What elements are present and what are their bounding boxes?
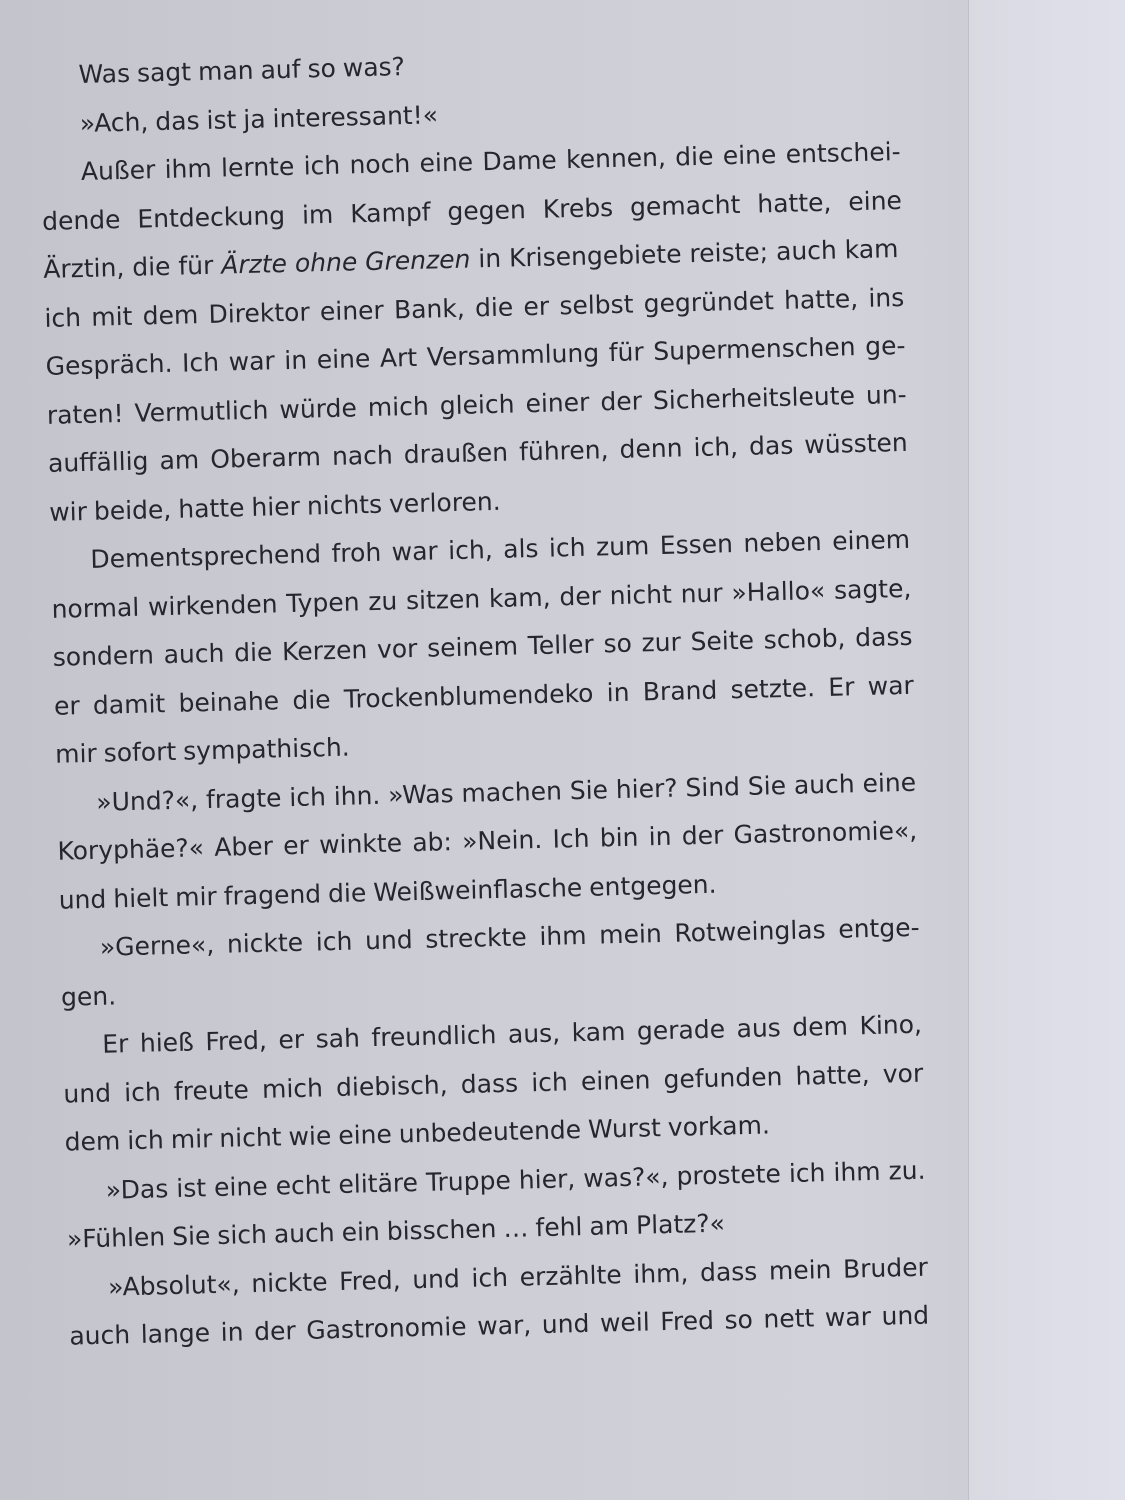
word: hier,: [518, 1163, 576, 1195]
word: der: [253, 1316, 297, 1347]
word: er: [282, 830, 310, 861]
word: auch: [163, 638, 225, 670]
word: mir: [174, 881, 218, 912]
word: entge-: [837, 912, 920, 944]
word: auf: [260, 54, 301, 85]
word: Vermutlich: [134, 394, 269, 428]
word: seinem: [426, 631, 519, 663]
word: und: [364, 925, 413, 956]
word: hatte: [177, 492, 245, 524]
word: normal: [51, 592, 140, 624]
word: war: [391, 536, 439, 567]
word: streckte: [424, 922, 528, 954]
word: kennen,: [565, 142, 667, 175]
word: sagte,: [833, 573, 912, 605]
word: gen.: [60, 980, 117, 1012]
word: bisschen: [386, 1214, 497, 1246]
word: Dementsprechend: [90, 539, 322, 574]
word: nichts: [306, 489, 383, 521]
word: eine: [847, 185, 903, 216]
word: dass: [854, 621, 913, 653]
word: auch: [273, 1218, 335, 1249]
word: Ich: [552, 823, 590, 854]
word: zur: [641, 627, 682, 658]
word: froh: [331, 537, 382, 568]
word: dem: [791, 1011, 849, 1042]
word: Supermenschen: [652, 332, 856, 367]
word: Oberarm: [209, 442, 322, 474]
word: elitäre: [338, 1167, 419, 1199]
word: »Ach,: [79, 106, 149, 138]
word: Sie: [747, 770, 787, 801]
word: in: [220, 1317, 244, 1347]
word: war: [228, 346, 276, 377]
word: und: [881, 1300, 930, 1331]
word: Rotweinglas: [674, 915, 826, 948]
word: als: [502, 533, 539, 564]
word: dem: [64, 1126, 121, 1157]
word: sagt: [136, 57, 192, 88]
word: ein: [341, 1217, 381, 1247]
word: war,: [476, 1310, 532, 1341]
word: dass: [699, 1256, 758, 1287]
word: unbedeutende: [398, 1115, 582, 1149]
word: ich: [303, 150, 341, 181]
word: Er: [827, 671, 855, 702]
word: und: [411, 1263, 461, 1294]
word: in: [606, 677, 630, 707]
word: am: [589, 1210, 630, 1241]
word: winkte: [318, 828, 403, 860]
word: »Absolut«,: [107, 1268, 241, 1302]
word: freundlich: [371, 1020, 497, 1053]
word: sah: [315, 1023, 361, 1054]
word: beinahe: [178, 685, 280, 718]
word: »Das: [105, 1173, 169, 1205]
word: Essen: [659, 529, 734, 560]
word: so: [724, 1304, 754, 1335]
word: Ich: [181, 347, 220, 378]
word: Außer: [80, 155, 156, 186]
word: Was: [78, 58, 131, 90]
word: fehl: [535, 1212, 583, 1243]
word: ich: [123, 1076, 162, 1107]
word: Gespräch.: [45, 348, 173, 381]
word: wüssten: [803, 427, 909, 460]
word: zu: [367, 585, 398, 616]
word: einen: [580, 1064, 651, 1096]
word: Dame: [482, 145, 558, 177]
word: nickte: [250, 1266, 328, 1298]
word: entgegen.: [588, 869, 717, 902]
word: sitzen: [405, 583, 481, 615]
word: einer: [319, 295, 385, 326]
word: eine: [722, 139, 777, 171]
word: war: [867, 670, 915, 701]
word: dem: [142, 299, 199, 331]
word: Wurst: [587, 1113, 662, 1144]
word: Kampf: [349, 196, 431, 228]
word: vorkam.: [667, 1110, 771, 1142]
word: selbst: [559, 289, 634, 320]
word: ich,: [447, 535, 494, 566]
word: Weißweinflasche: [372, 872, 583, 907]
word: ge-: [864, 330, 906, 361]
word: das: [154, 105, 200, 136]
word: gefunden: [663, 1061, 783, 1094]
word: das: [748, 430, 794, 461]
word: mein: [768, 1254, 832, 1286]
word: eine: [316, 343, 371, 375]
word: zum: [595, 531, 650, 562]
word: der: [600, 385, 643, 416]
word: interessant!«: [272, 99, 439, 133]
word: Brand: [642, 675, 718, 706]
word: hielt: [112, 882, 169, 913]
word: hatte,: [756, 187, 832, 218]
word: gegen: [447, 194, 527, 226]
word: und: [541, 1308, 590, 1340]
word: hatte,: [783, 283, 859, 315]
word: vor: [376, 633, 418, 664]
word: noch: [349, 148, 411, 180]
word: Sind: [685, 771, 741, 802]
word: Fred: [659, 1305, 715, 1337]
word: ich: [315, 926, 353, 957]
word: und: [63, 1078, 112, 1109]
word: Gastronomie: [305, 1311, 467, 1345]
page-text: [38, 31, 930, 1361]
word: was?«,: [582, 1161, 669, 1193]
word: mich: [261, 1072, 324, 1104]
word: gleich: [439, 388, 515, 420]
word: so: [603, 628, 633, 659]
word: die: [233, 637, 273, 668]
word: fragte: [205, 782, 282, 814]
word: nett: [763, 1303, 815, 1334]
word: ich: [471, 1262, 509, 1293]
word: gerade: [636, 1014, 726, 1046]
word: Versammlung: [426, 338, 600, 372]
word: Krebs: [542, 192, 614, 224]
word: dende: [41, 204, 121, 236]
word: Platz?«: [635, 1208, 726, 1240]
word: der: [681, 820, 724, 851]
word: Seite: [690, 625, 755, 657]
word: bin: [599, 822, 639, 853]
word: raten!: [46, 398, 124, 430]
word: ihn.: [333, 780, 381, 811]
word: freute: [173, 1074, 250, 1106]
word: was?: [342, 52, 406, 83]
word: Sie: [569, 774, 609, 805]
word: ist: [175, 1172, 207, 1203]
word: »Fühlen: [66, 1222, 166, 1254]
word: diebisch,: [335, 1069, 448, 1102]
word: für: [608, 337, 645, 368]
word: auffällig: [47, 446, 149, 478]
word: eine: [419, 147, 474, 178]
word: »Nein.: [461, 824, 543, 856]
word: ich: [44, 302, 82, 333]
word: Art: [379, 342, 418, 373]
word: einem: [831, 524, 911, 556]
word: eine: [213, 1171, 268, 1202]
word: ich: [288, 781, 327, 812]
next-page-edge: [968, 0, 1125, 1500]
word: ich: [788, 1157, 826, 1188]
word: man: [197, 55, 254, 87]
word: un-: [865, 379, 907, 410]
word: und: [58, 884, 107, 915]
word: aus,: [507, 1018, 561, 1049]
word: »Was: [387, 778, 454, 810]
word: schob,: [763, 623, 846, 655]
word: Trockenblumendeko: [343, 678, 594, 714]
word: gemacht: [629, 189, 741, 222]
word: einer: [525, 387, 590, 418]
word: würde: [279, 392, 358, 424]
word: ihm: [539, 920, 587, 952]
word: Fred,: [338, 1265, 401, 1296]
word: am: [159, 445, 200, 476]
word: »Und?«,: [95, 784, 199, 817]
word: nur: [680, 577, 723, 608]
word: sympathisch.: [182, 732, 351, 766]
word: Typen: [285, 586, 360, 618]
word: Teller: [527, 629, 595, 661]
word: ins: [868, 282, 905, 313]
word: ich: [530, 1066, 569, 1097]
word: dass: [460, 1068, 519, 1099]
word: hier?: [615, 773, 678, 804]
word: weil: [599, 1307, 651, 1338]
word: setzte.: [730, 672, 816, 704]
word: in: [283, 345, 308, 376]
word: hieß: [139, 1027, 195, 1058]
word: nicht: [609, 579, 673, 610]
word: beide,: [93, 494, 172, 526]
word: eine: [337, 1119, 393, 1150]
word: ich: [126, 1125, 165, 1156]
word: …: [503, 1213, 529, 1243]
word: draußen: [403, 437, 509, 470]
word: der: [559, 580, 602, 611]
word: wir: [48, 496, 88, 527]
word: sondern: [52, 640, 155, 672]
word: Sie: [171, 1221, 211, 1252]
word: »Gerne«,: [99, 929, 215, 962]
word: vor: [882, 1058, 924, 1089]
word: Bruder: [842, 1252, 929, 1284]
word: Sicherheitsleute: [652, 380, 856, 415]
word: Entdeckung: [137, 200, 286, 234]
word: Koryphäe?«: [57, 833, 205, 866]
line-text: in Krisengebiete reiste; auch kam: [470, 234, 899, 274]
word: ich: [548, 532, 586, 563]
word: Er: [101, 1029, 129, 1059]
word: mir: [170, 1124, 213, 1155]
word: auch: [69, 1320, 131, 1351]
word: echt: [275, 1169, 331, 1201]
word: hatte,: [795, 1059, 870, 1091]
word: entschei-: [785, 136, 901, 169]
word: gegründet: [643, 285, 775, 318]
word: mich: [367, 391, 430, 422]
word: die: [674, 141, 714, 172]
word: Fred,: [205, 1025, 268, 1057]
word: kam: [571, 1016, 626, 1048]
word: sich: [216, 1219, 268, 1250]
word: im: [301, 199, 334, 230]
word: »Hallo«: [731, 575, 826, 607]
word: Gastronomie«,: [733, 815, 918, 850]
word: die: [327, 877, 367, 908]
word: prostete: [676, 1158, 782, 1191]
word: Direktor: [208, 296, 311, 329]
word: ihm: [164, 153, 213, 184]
word: Bank,: [393, 293, 466, 324]
word: so: [307, 53, 337, 84]
word: ich,: [693, 432, 739, 463]
word: machen: [461, 775, 563, 808]
word: ja: [242, 103, 266, 134]
word: mir: [54, 738, 98, 769]
word: verloren.: [388, 486, 501, 519]
word: eine: [862, 767, 917, 798]
word: ihm,: [632, 1257, 689, 1289]
word: lernte: [220, 151, 295, 183]
word: nickte: [226, 927, 304, 959]
word: denn: [619, 433, 683, 464]
word: ihm: [833, 1156, 881, 1187]
word: in: [648, 821, 672, 852]
word: lange: [140, 1318, 211, 1349]
line-text: Ärztin, die für: [42, 250, 222, 284]
word: erzählte: [519, 1259, 623, 1292]
word: hier: [251, 491, 301, 522]
word: wie: [288, 1121, 332, 1152]
word: auch: [793, 768, 855, 800]
word: Kino,: [859, 1009, 923, 1041]
word: Truppe: [425, 1165, 512, 1197]
word: führen,: [518, 435, 609, 467]
word: Kerzen: [281, 635, 368, 667]
word: die: [474, 291, 514, 322]
word: zu.: [888, 1155, 926, 1186]
word: aus: [736, 1013, 782, 1044]
word: war: [824, 1302, 872, 1333]
word: nicht: [218, 1122, 282, 1153]
word: er: [278, 1024, 305, 1055]
word: er: [53, 690, 80, 721]
word: kam,: [488, 582, 551, 613]
word: ab:: [411, 827, 453, 858]
word: fragend: [223, 878, 322, 911]
word: sofort: [103, 736, 177, 768]
word: die: [292, 684, 331, 715]
word: damit: [92, 688, 166, 720]
word: ist: [206, 104, 237, 135]
line-italic-text: Ärzte ohne Grenzen: [220, 244, 471, 280]
word: nach: [331, 440, 394, 471]
word: Aber: [213, 831, 274, 862]
word: mit: [90, 301, 133, 332]
word: wirkenden: [147, 588, 278, 621]
word: neben: [743, 527, 823, 558]
word: mein: [598, 919, 663, 950]
word: er: [523, 291, 550, 321]
